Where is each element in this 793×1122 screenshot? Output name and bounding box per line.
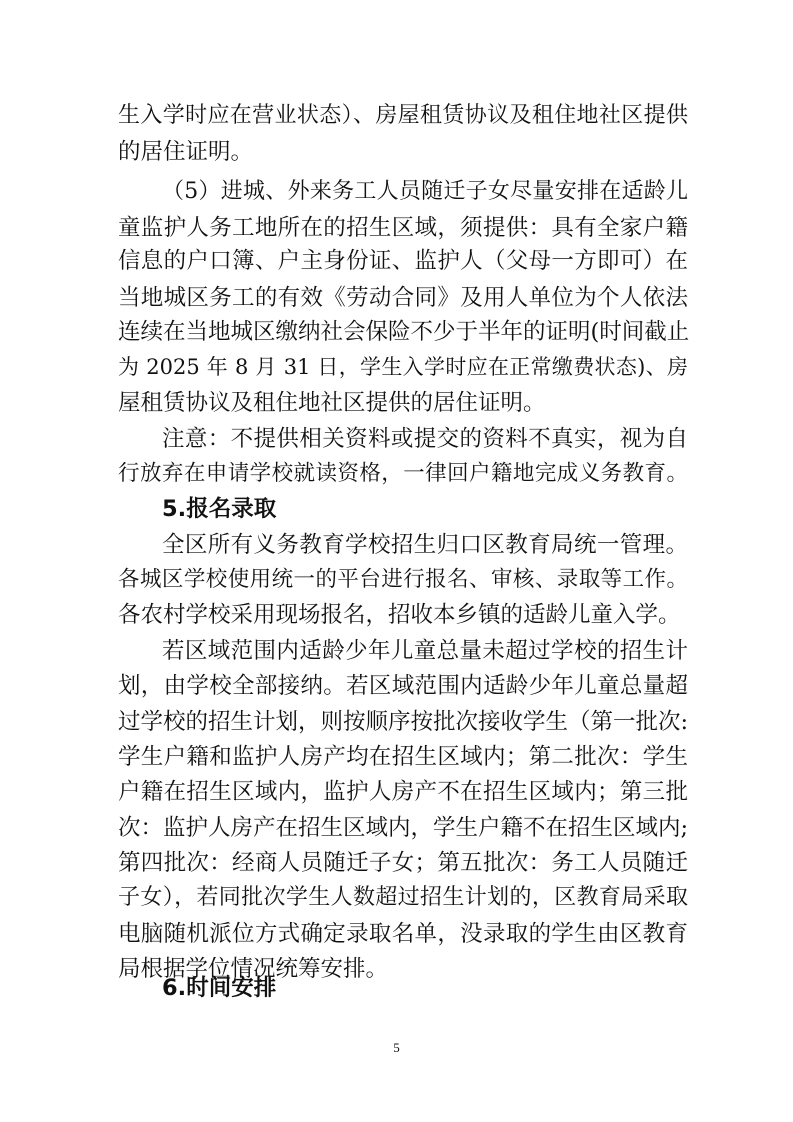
text-line: 全区所有义务教育学校招生归口区教育局统一管理。 (162, 532, 688, 558)
text-line: 的居住证明。 (118, 139, 254, 165)
text-line: 各农村学校采用现场报名，招收本乡镇的适龄儿童入学。 (118, 602, 681, 628)
text-line: 为 2025 年 8 月 31 日，学生入学时应在正常缴费状态)、房 (118, 355, 688, 379)
text-line: 连续在当地城区缴纳社会保险不少于半年的证明(时间截止 (118, 319, 690, 345)
text-line: 第四批次：经商人员随迁子女；第五批次：务工人员随迁 (118, 850, 688, 876)
text-line: 次：监护人房产在招生区域内，学生户籍不在招生区域内; (118, 815, 689, 841)
text-line: 子女），若同批次学生人数超过招生计划的，区教育局采取 (118, 885, 688, 910)
text-line: 行放弃在申请学校就读资格，一律回户籍地完成义务教育。 (118, 461, 688, 486)
text-line: 屋租赁协议及租住地社区提供的居住证明。 (118, 390, 546, 416)
section-heading: 6.时间安排 (162, 975, 277, 1001)
text-line: 划，由学校全部接纳。若区域范围内适龄少年儿童总量超 (118, 673, 688, 699)
text-line: 童监护人务工地所在的招生区域，须提供：具有全家户籍 (118, 215, 688, 241)
text-line: 信息的户口簿、户主身份证、监护人（父母一方即可）在 (118, 248, 688, 274)
text-line: 注意：不提供相关资料或提交的资料不真实，视为自 (162, 426, 688, 452)
section-heading: 5.报名录取 (162, 496, 277, 522)
text-line: 生入学时应在营业状态）、房屋租赁协议及租住地社区提供 (118, 103, 688, 128)
text-line: 学生户籍和监护人房产均在招生区域内；第二批次：学生 (118, 744, 688, 770)
text-line: 若区域范围内适龄少年儿童总量未超过学校的招生计 (162, 638, 688, 664)
text-line: 户籍在招生区域内，监护人房产不在招生区域内；第三批 (118, 779, 688, 805)
text-line: 局根据学位情况统筹安排。 (118, 956, 389, 982)
page-number: 5 (393, 1040, 400, 1055)
text-line: 电脑随机派位方式确定录取名单，没录取的学生由区教育 (118, 921, 688, 947)
text-line: 当地城区务工的有效《劳动合同》及用人单位为个人依法 (118, 285, 688, 311)
text-line: （5）进城、外来务工人员随迁子女尽量安排在适龄儿 (162, 179, 688, 204)
text-line: 过学校的招生计划，则按顺序按批次接收学生（第一批次: (118, 709, 689, 735)
text-line: 各城区学校使用统一的平台进行报名、审核、录取等工作。 (118, 567, 688, 592)
